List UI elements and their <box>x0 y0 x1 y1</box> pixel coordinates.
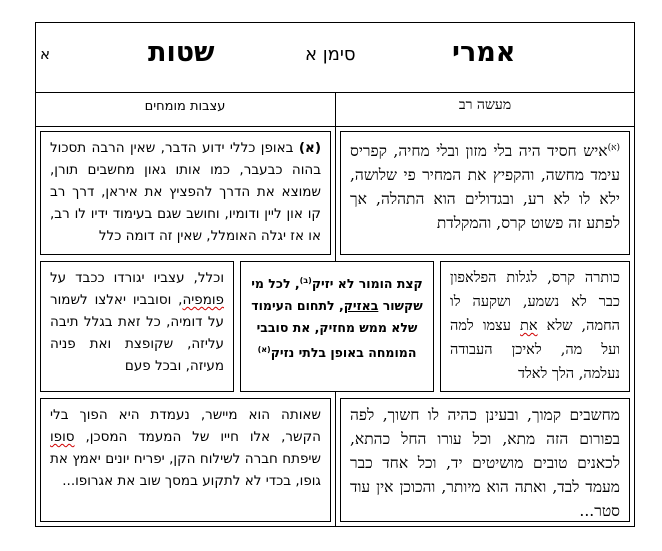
expert-commentary-box-1 <box>40 131 331 255</box>
page-marker: א <box>40 45 51 63</box>
story-text-cont: עצמו למה ועל מה, לאיכן העבודה נעלמה, הלך לאלד <box>450 318 620 382</box>
siman-label: סימן א <box>305 44 356 65</box>
humor-box <box>240 261 434 392</box>
humor-text-end: , לתחום העימוד שלא ממש מחזיק, את סובבי המומחה באופן בלתי נזיק <box>251 298 418 361</box>
footnote-mark: (ב) <box>299 276 312 285</box>
humor-text-cont: , לכל מי שקשור <box>251 276 423 314</box>
expert-commentary-box-3 <box>40 398 331 522</box>
title-left: שטות <box>148 37 215 68</box>
story-text: כותרה קרס, לגלות הפלאפון כבר לא נשמע, ושקעה לו החמה, שלא <box>450 270 620 334</box>
left-column-heading: עצבות מומחים <box>144 99 226 114</box>
underlined-word: באזיק <box>343 298 379 314</box>
story-box-1 <box>340 131 630 255</box>
commentary-text-cont: , וסובביו יאלצו לשמור על דומיה, כל זאת בגלל תיבה עליזה, שקופצת ואת פניה מעיזה, ובכל פעם <box>50 292 224 374</box>
spellcheck-word: את <box>520 318 538 334</box>
spellcheck-word: פומפיה <box>182 292 224 308</box>
title-right: אמרי <box>452 37 516 68</box>
humor-text: קצת הומור לא יזיק <box>311 276 423 292</box>
story-text: איש חסיד היה בלי מזון ובלי מחיה, קפריס עימד מחשה, והקפיץ את המחיר פי שלושה, ילא לו לא רע, ובגדולים הוא התהלה, אך לפתע זה פשוט קרס, והמקלדת <box>350 142 620 233</box>
story-box-2 <box>440 261 630 392</box>
footnote-mark: (א) <box>257 345 271 355</box>
commentary-text: באופן כללי ידוע הדבר, שאין הרבה תסכול בהוה כבעבר, כמו אותו גאון מחשבים תורן, שמוצא את הדרך להפציץ את איראן, דרך רב קו און ליין ודומיו, וחושב שגם בעימוד ידיו לו רב, או אז יגלה האומלל, שאין זה דומה כלל <box>50 140 321 244</box>
commentary-text: שאותה הוא מיישר, נעמדת היא הפוך בלי הקשר, אלו חייו של המעמד המסכן, <box>50 407 321 445</box>
spellcheck-word: סופו <box>50 429 75 445</box>
expert-commentary-box-2 <box>40 261 234 392</box>
commentary-text-cont: שיפתח חברה לשילוח הקן, יפריח יונים יאמץ את גופו, בכדי לא לתקוע במסך שוב את אגרופו... <box>50 451 321 489</box>
story-text: מחשבים קמוך, ובעינן כהיה לו חשוך, לפה בפורום הזה מתא, וכל עורו החל כהתא, לכאנים טובים מושיטים יד, וכל אחד כבר מעמד לבד, ואתה הוא מיותר, והכוכן אין עוד סטר... <box>350 406 620 520</box>
right-column-heading: מעשה רב <box>458 97 512 113</box>
footnote-mark: (א) <box>607 143 620 153</box>
commentary-text: וכלל, עצביו יגורדו ככבד על <box>50 270 224 286</box>
note-marker: (א) <box>298 140 321 156</box>
story-box-3 <box>340 398 630 522</box>
